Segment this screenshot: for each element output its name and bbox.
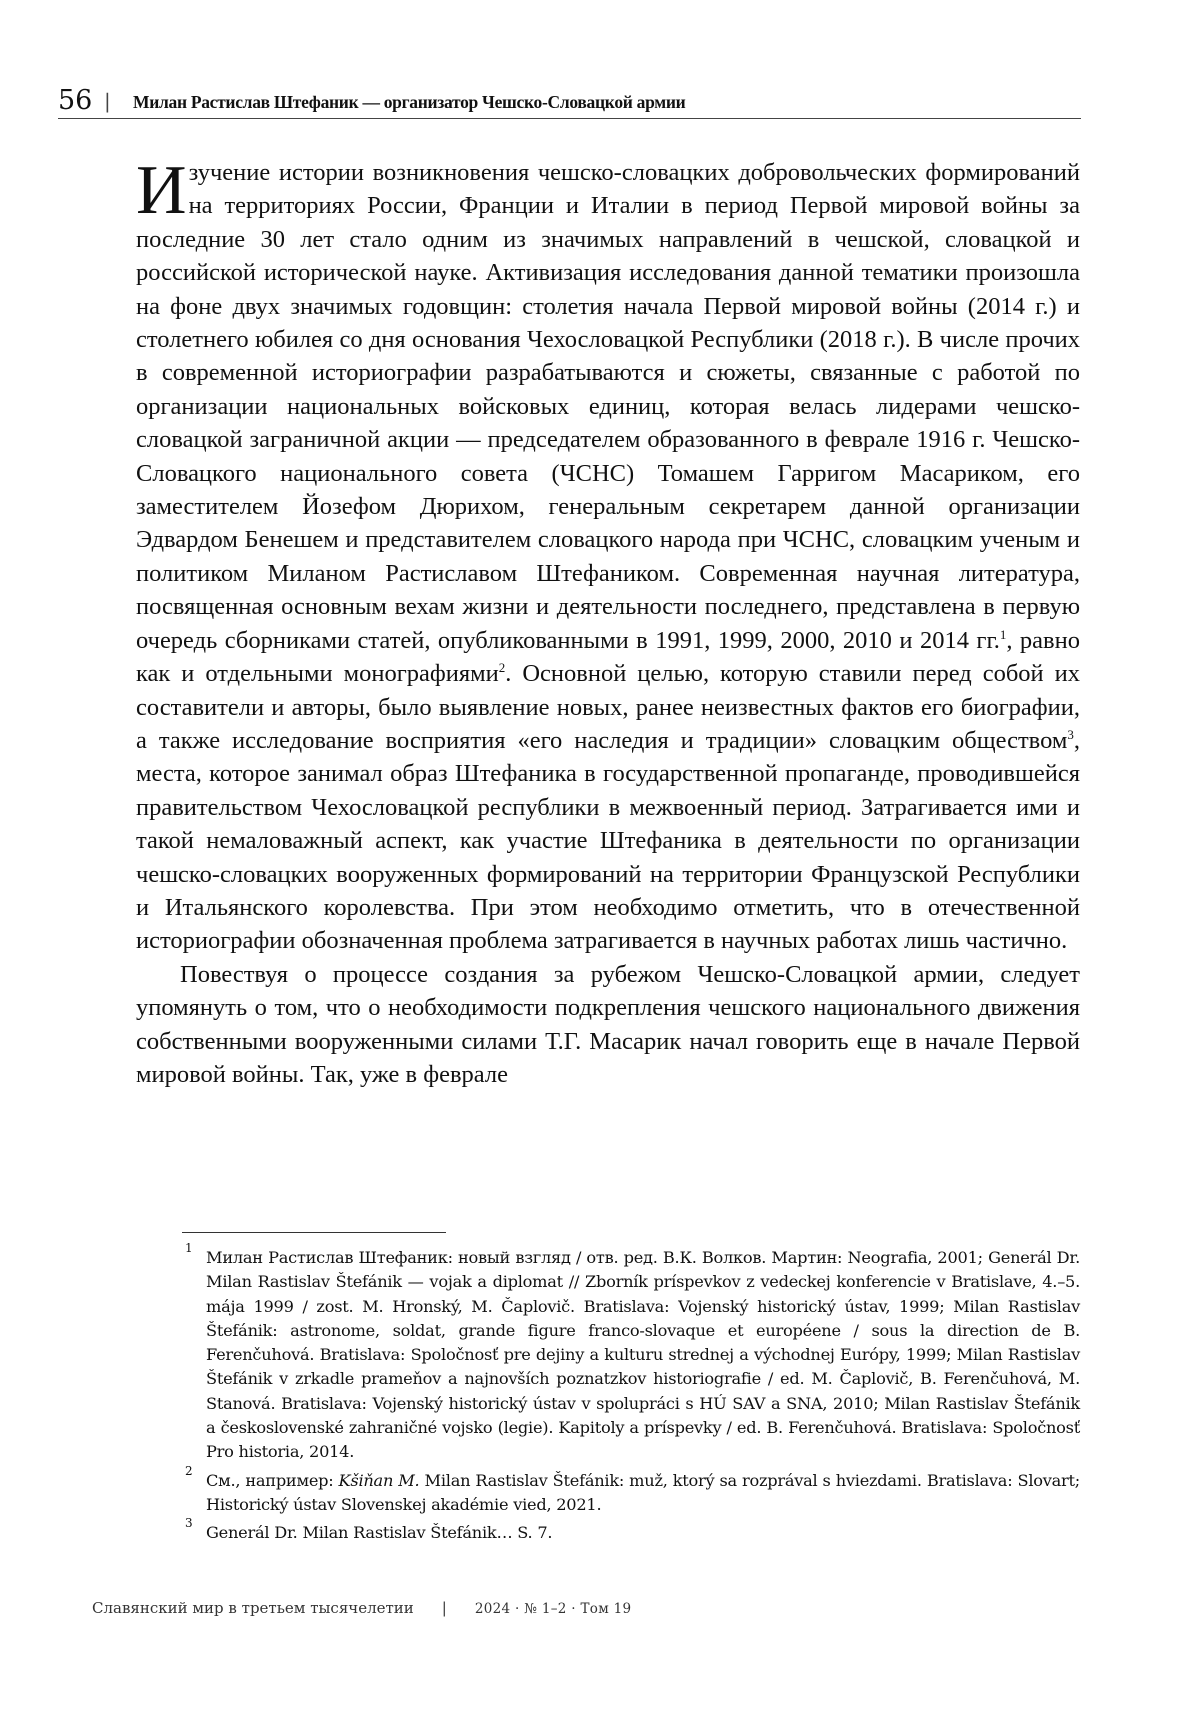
header-separator: | — [104, 89, 111, 113]
running-title: Милан Растислав Штефаник — организатор Чешско-Словацкой армии — [133, 92, 686, 112]
footnote-2 — [180, 1463, 1080, 1518]
footnote-ref-1[interactable]: 1 — [999, 626, 1007, 642]
footnote-ref-3[interactable]: 3 — [1067, 726, 1074, 742]
page-footer — [92, 1598, 631, 1619]
footnote-number: 3 — [185, 1516, 193, 1531]
paragraph-2: Повествуя о процессе создания за рубежом Чешско-Словацкой армии, следует упомянуть о том, что о необходимости подкрепления чешского национального движения собственными вооруженными силами Т.Г. Масарик начал говорить еще в начале Первой мировой войны. Так, уже в феврале — [136, 960, 1080, 1088]
footnote-text: Милан Растислав Штефаник: новый взгляд / отв. ред. В.К. Волков. Мартин: Neografia, 2001; Generál Dr. Milan Rastislav Štefánik — vojak a diplomat // Zborník príspevkov z vedeckej konferencie v Bratislave, 4.–5. mája 1999 / zost. M. Hronský, M. Čaplovič. Bratislava: Vojenský historický ústav, 1999; Milan Rastislav Štefánik: astronome, soldat, grande figure franco-slovaque et européene / sous la direction de B. Ferenčuhová. Bratislava: Spoločnosť pre dejiny a kulturu strednej a východnej Európy, 1999; Milan Rastislav Štefánik v zrkadle prameňov a najnovších poznatzkov historiografie / ed. M. Čaplovič, B. Ferenčuhová, M. Stanová. Bratislava: Vojenský historický ústav v spolupráci s HÚ SAV a SNA, 2010; Milan Rastislav Štefánik a československé zahraničné vojsko (legie). Kapitoly a príspevky / ed. B. Ferenčuhová. Bratislava: Spoločnosť Pro historia, 2014. — [206, 1248, 1080, 1462]
footnote-divider — [182, 1232, 446, 1233]
running-header — [58, 84, 1081, 119]
footnote-3 — [180, 1516, 1080, 1545]
footer-separator: | — [441, 1599, 447, 1617]
paragraph-1-text-d: , места, которое занимал образ Штефаника в государственной пропаганде, проводившейся правительством Чехословацкой республики в межвоенный период. Затрагивается ими и такой немаловажный аспект, как участие Штефаника в деятельности по организации чешско-словацких вооруженных формирований на территории Французской Республики и Итальянского королевства. При этом необходимо отметить, что в отечественной историографии обозначенная проблема затрагивается в научных работах лишь частично. — [136, 726, 1080, 955]
footnote-number: 2 — [185, 1463, 193, 1478]
footnote-prefix: См., например: — [206, 1470, 339, 1490]
drop-cap: И — [136, 152, 187, 229]
footnote-text: Milan Rastislav Štefánik: muž, ktorý sa rozprával s hviezdami. Bratislava: Slovart; Historický ústav Slovenskej akadémie vied, 2021. — [206, 1470, 1080, 1514]
journal-title: Славянский мир в третьем тысячелетии — [92, 1599, 414, 1617]
issue-info: 2024 · № 1–2 · Том 19 — [474, 1601, 632, 1617]
footnote-number: 1 — [185, 1241, 193, 1255]
page-number: 56 — [58, 85, 93, 116]
footnote-author: Kšiňan M. — [338, 1470, 420, 1490]
footnote-ref-2[interactable]: 2 — [498, 659, 506, 675]
paragraph-1-text-c: . Основной целью, которую ставили перед собой их составители и авторы, было выявление новых, ранее неизвестных фактов его биографии, а также исследование восприятия «его наследия и традиции» словацким обществом — [136, 660, 1080, 754]
footnote-1 — [180, 1241, 1080, 1465]
article-body — [136, 152, 1080, 1091]
paragraph-1-text-a: зучение истории возникновения чешско-словацких добровольческих формирований на территориях России, Франции и Италии в период Первой мировой войны за последние 30 лет стало одним из значимых направлений в чешской, словацкой и российской исторической науке. Активизация исследования данной тематики произошла на фоне двух значимых годовщин: столетия начала Первой мировой войны (2014 г.) и столетнего юбилея со дня основания Чехословацкой Республики (2018 г.). В числе прочих в современной историографии разрабатываются и сюжеты, связанные с работой по организации национальных войсковых единиц, которая велась лидерами чешско-словацкой заграничной акции — председателем образованного в феврале 1916 г. Чешско-Словацкого национального совета (ЧСНС) Томашем Гарригом Масариком, его заместителем Йозефом Дюрихом, генеральным секретарем данной организации Эдвардом Бенешем и представителем словацкого народа при ЧСНС, словацким ученым и политиком Миланом Растиславом Штефаником. Современная научная литература, посвященная основным вехам жизни и деятельности последнего, представлена в первую очередь сборниками статей, опубликованными в 1991, 1999, 2000, 2010 и 2014 гг. — [136, 159, 1080, 654]
paragraph-1-text-b: , равно как и отдельными монографиями — [136, 626, 1080, 688]
footnotes — [180, 1241, 1080, 1550]
paragraph-1 — [136, 152, 1080, 958]
footnote-text: Generál Dr. Milan Rastislav Štefánik… S. 7. — [206, 1523, 553, 1543]
